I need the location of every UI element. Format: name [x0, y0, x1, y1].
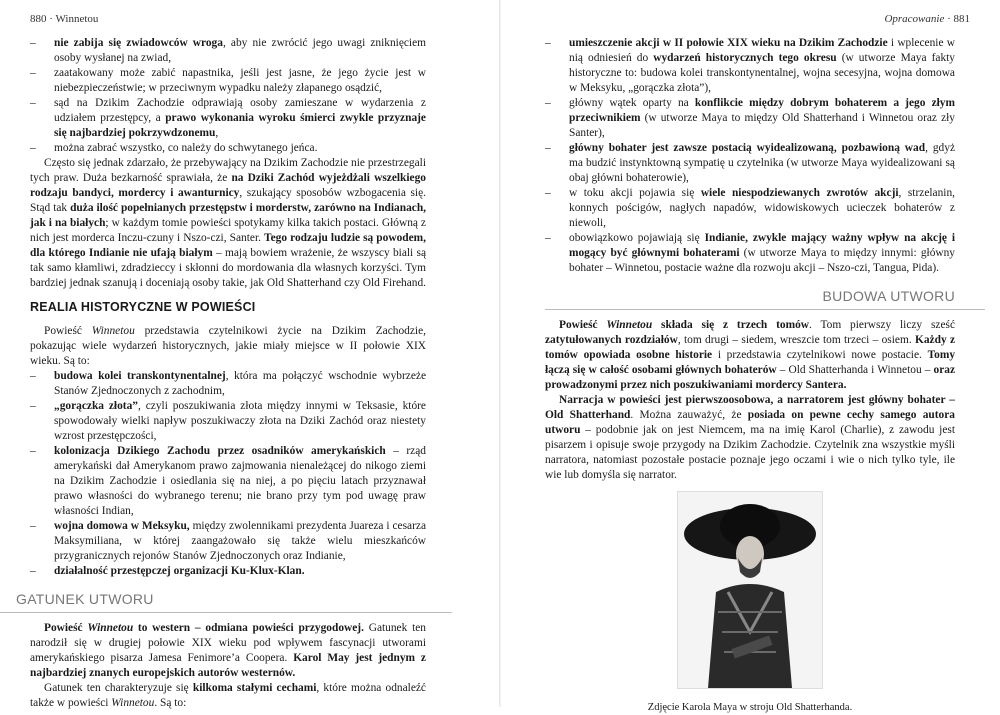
photo-caption: Zdjęcie Karola Maya w stroju Old Shatterhanda. [647, 702, 853, 713]
section-heading-realia: REALIA HISTORYCZNE W POWIEŚCI [30, 300, 256, 314]
section-heading-budowa: BUDOWA UTWORU [822, 288, 955, 304]
list-item: – budowa kolei transkontynentalnej, która ma połączyć wschodnie wybrzeże Stanów Zjednoczonych z zachodnim, [30, 369, 426, 399]
right-page-number: 881 [953, 13, 970, 25]
paragraph: Gatunek ten charakteryzuje się kilkoma stałymi cechami, które można odnaleźć także w powieści Winnetou. Są to: [30, 682, 426, 709]
list-item: – obowiązkowo pojawiają się Indianie, zwykle mający ważny wpływ na akcję i mogący być głównymi bohaterami (w utworze Maya to między innymi: główny bohater – Winnetou, postacie ważne dla rozwoju akcji – Nszo-czi, Tangua, Pida). [545, 231, 955, 276]
left-page [0, 0, 500, 707]
list-item: – główny wątek oparty na konflikcie między dobrym bohaterem a jego złym przeciwnikiem (w utworze Maya to między Old Shatterhand i Winnetou oraz zły Santer), [545, 96, 955, 141]
right-page [500, 0, 1000, 713]
left-page-number: 880 [30, 13, 47, 25]
section-heading-gatunek: GATUNEK UTWORU [16, 591, 154, 607]
karl-may-photo [677, 491, 823, 689]
list-item: – nie zabija się zwiadowców wroga, aby nie zwrócić jego uwagi zniknięciem osoby wysłanej na zwiad, [30, 36, 426, 66]
list-item: – zaatakowany może zabić napastnika, jeśli jest jasne, że jego życie jest w niebezpieczeństwie; w przeciwnym wypadku należy złapanego osądzić, [30, 66, 426, 96]
list-item: – umieszczenie akcji w II połowie XIX wieku na Dzikim Zachodzie i wplecenie w nią odniesień do wydarzeń historycznych tego okresu (w utworze Maya fakty historyczne to: budowa kolei transkontynentalnej, wojna secesyjna, wojna domowa w Meksyku, „gorączka złota”), [545, 36, 955, 96]
list-item: – kolonizacja Dzikiego Zachodu przez osadników amerykańskich – rząd amerykański dał Amerykanom prawo zajmowania nienależącej do nikogo ziemi na Dzikim Zachodzie i osiedlania się na niej, a po pięciu latach przyznawał prawo własności do wybranego terenu; nie brano przy tym pod uwagę praw własności Indian, [30, 444, 426, 519]
list-item: – można zabrać wszystko, co należy do schwytanego jeńca. [30, 141, 426, 156]
list-item: – główny bohater jest zawsze postacią wyidealizowaną, pozbawioną wad, gdyż ma budzić instynktowną sympatię u czytelnika (w utworze Maya wyidealizowani są obaj główni bohaterowie), [545, 141, 955, 186]
section-rule [545, 309, 985, 310]
section-rule [0, 612, 452, 613]
paragraph: Powieść Winnetou przedstawia czytelnikowi życie na Dzikim Zachodzie, pokazując wiele wydarzeń historycznych, jakie miały miejsce w II połowie XIX wieku. Są to: [30, 325, 426, 367]
list-item: – „gorączka złota”, czyli poszukiwania złota między innymi w Teksasie, które spowodowały wielki napływ poszukiwaczy złota na Dziki Zachód oraz niestety wzrost przestępczości, [30, 399, 426, 444]
list-item: – w toku akcji pojawia się wiele niespodziewanych zwrotów akcji, strzelanin, konnych pościgów, nagłych napadów, widowiskowych ucieczek bohaterów z niewoli, [545, 186, 955, 231]
paragraph: Powieść Winnetou składa się z trzech tomów. Tom pierwszy liczy sześć zatytułowanych rozdziałów, tom drugi – siedem, wreszcie tom trzeci – osiem. Każdy z tomów opowiada osobne historie i przedstawia czytelnikowi nowe postacie. Tomy łączą się w całość osobami głównych bohaterów – Old Shatterhanda i Winnetou – oraz prowadzonymi przez nich poszukiwaniami mordercy Santera. [545, 319, 956, 391]
right-section-title: Opracowanie [884, 13, 945, 25]
list-item: – działalność przestępczej organizacji Ku-Klux-Klan. [30, 564, 426, 579]
left-body [16, 36, 427, 711]
historical-events-list [30, 369, 426, 579]
rules-list [30, 36, 426, 156]
section-bar-budowa [545, 286, 985, 310]
right-body [545, 36, 955, 715]
photo-figure [545, 491, 955, 715]
left-running-header: 880 · Winnetou [30, 13, 99, 25]
right-running-header: Opracowanie · 881 [884, 13, 970, 25]
left-book-title: Winnetou [55, 13, 99, 25]
list-item: – sąd na Dzikim Zachodzie odprawiają osoby zamieszane w wydarzenia z udziałem przestępcy, a prawo wykonania wyroku śmierci zwykle przyznaje się najbardziej pokrzywdzonemu, [30, 96, 426, 141]
section-bar-gatunek [0, 589, 452, 613]
western-features-list [545, 36, 955, 276]
paragraph: Często się jednak zdarzało, że przebywający na Dzikim Zachodzie nie przestrzegali tych praw. Duża bezkarność sprawiała, że na Dziki Zachód wyjeżdżali wszelkiego rodzaju bandyci, mordercy i awanturnicy, szukający sposobów wzbogacenia się. Stąd tak duża ilość popełnianych przestępstw i morderstw, zarówno na Indianach, jak i na białych; w każdym tomie powieści spotykamy kilka takich postaci. Główną z nich jest morderca Inczu-czuny i Nszo-czi, Santer. Tego rodzaju ludzie są powodem, dla którego Indianie nie ufają białym – mają bowiem wrażenie, że wszyscy biali są tak samo kłamliwi, zdradzieccy i skłonni do mordowania dla własnych korzyści. Tym bardziej jednak szanują i doceniają osoby takie, jak Old Shatterhand czy Old Firehand. [30, 157, 427, 289]
paragraph: Powieść Winnetou to western – odmiana powieści przygodowej. Gatunek ten narodził się w drugiej połowie XIX wieku pod wpływem fascynacji utworami amerykańskiego pisarza Jamesa Fenimore’a Coopera. Karol May jest jednym z najbardziej znanych europejskich autorów westernów. [30, 622, 426, 679]
list-item: – wojna domowa w Meksyku, między zwolennikami prezydenta Juareza i cesarza Maksymiliana, w której zaangażowało się także wielu mieszkańców przygranicznych rejonów Stanów Zjednoczonych oraz Indianie, [30, 519, 426, 564]
paragraph: Narracja w powieści jest pierwszoosobowa, a narratorem jest główny bohater – Old Shatterhand. Można zauważyć, że posiada on pewne cechy samego autora utworu – podobnie jak on jest Niemcem, ma na imię Karol (Charlie), z zawodu jest pisarzem i opisuje swoje przygody na Dzikim Zachodzie. Czytelnik zna wszystkie myśli narratora, natomiast pozostałe postacie poznaje jego oczami i wie o nich tylko tyle, ile wie lub domyśla się narrator. [545, 394, 955, 481]
